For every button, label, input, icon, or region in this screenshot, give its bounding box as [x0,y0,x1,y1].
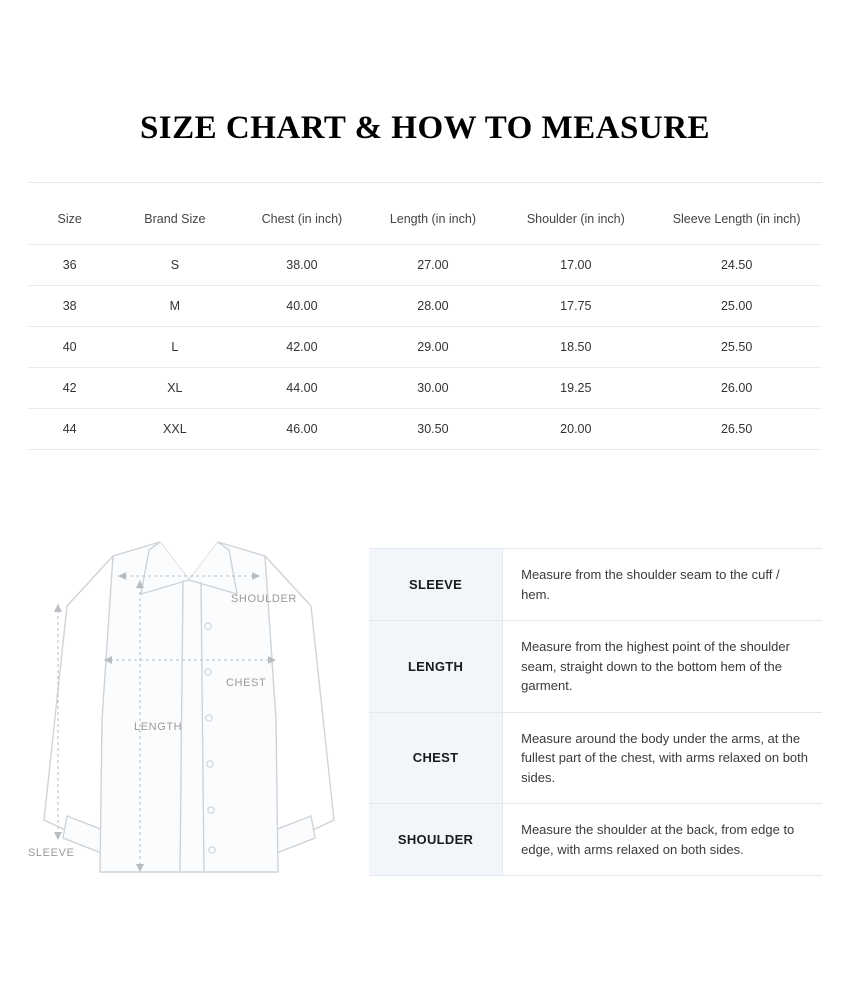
cell-length: 30.50 [365,408,500,449]
size-chart-table [28,200,822,450]
shirt-illustration-svg [20,520,360,920]
column-header-brand-size: Brand Size [111,200,238,244]
measure-row-length [369,621,822,713]
cell-size: 42 [28,367,111,408]
measure-label-shoulder: SHOULDER [369,804,503,876]
table-row [28,326,822,367]
column-header-length: Length (in inch) [365,200,500,244]
measure-description-shoulder: Measure the shoulder at the back, from edge to edge, with arms relaxed on both sides. [503,804,822,876]
cell-chest: 46.00 [238,408,365,449]
cell-shoulder: 18.50 [500,326,651,367]
table-row [28,244,822,285]
measure-row-sleeve [369,549,822,621]
cell-shoulder: 20.00 [500,408,651,449]
how-to-measure-table [369,548,822,876]
shirt-diagram [20,520,360,920]
cell-size: 36 [28,244,111,285]
column-header-size: Size [28,200,111,244]
figure-label-shoulder: SHOULDER [231,593,297,605]
measure-label-sleeve: SLEEVE [369,549,503,621]
cell-length: 30.00 [365,367,500,408]
measure-row-shoulder [369,804,822,876]
cell-sleeve-length: 26.00 [651,367,822,408]
measure-description-length: Measure from the highest point of the shoulder seam, straight down to the bottom hem of the garment. [503,621,822,713]
cell-chest: 38.00 [238,244,365,285]
cell-brand-size: S [111,244,238,285]
cell-brand-size: XL [111,367,238,408]
table-row [28,408,822,449]
cell-brand-size: L [111,326,238,367]
cell-size: 38 [28,285,111,326]
cell-brand-size: M [111,285,238,326]
cell-shoulder: 19.25 [500,367,651,408]
column-header-chest: Chest (in inch) [238,200,365,244]
table-row [28,367,822,408]
cell-sleeve-length: 25.00 [651,285,822,326]
cell-sleeve-length: 26.50 [651,408,822,449]
cell-brand-size: XXL [111,408,238,449]
measure-description-sleeve: Measure from the shoulder seam to the cuff / hem. [503,549,822,621]
cell-sleeve-length: 25.50 [651,326,822,367]
figure-label-length: LENGTH [134,721,183,733]
cell-chest: 40.00 [238,285,365,326]
cell-size: 44 [28,408,111,449]
cell-sleeve-length: 24.50 [651,244,822,285]
cell-chest: 42.00 [238,326,365,367]
measure-label-chest: CHEST [369,712,503,804]
cell-size: 40 [28,326,111,367]
table-header-row [28,200,822,244]
measure-description-chest: Measure around the body under the arms, at the fullest part of the chest, with arms relaxed on both sides. [503,712,822,804]
measure-row-chest [369,712,822,804]
page-title: SIZE CHART & HOW TO MEASURE [139,110,711,146]
cell-shoulder: 17.00 [500,244,651,285]
measure-label-length: LENGTH [369,621,503,713]
how-to-measure-section [0,520,850,940]
cell-length: 29.00 [365,326,500,367]
column-header-sleeve-length: Sleeve Length (in inch) [651,200,822,244]
table-row [28,285,822,326]
page-title-container [0,110,850,147]
cell-chest: 44.00 [238,367,365,408]
title-divider [28,182,822,183]
figure-label-sleeve: SLEEVE [28,847,75,859]
cell-shoulder: 17.75 [500,285,651,326]
cell-length: 27.00 [365,244,500,285]
column-header-shoulder: Shoulder (in inch) [500,200,651,244]
cell-length: 28.00 [365,285,500,326]
figure-label-chest: CHEST [226,677,267,689]
